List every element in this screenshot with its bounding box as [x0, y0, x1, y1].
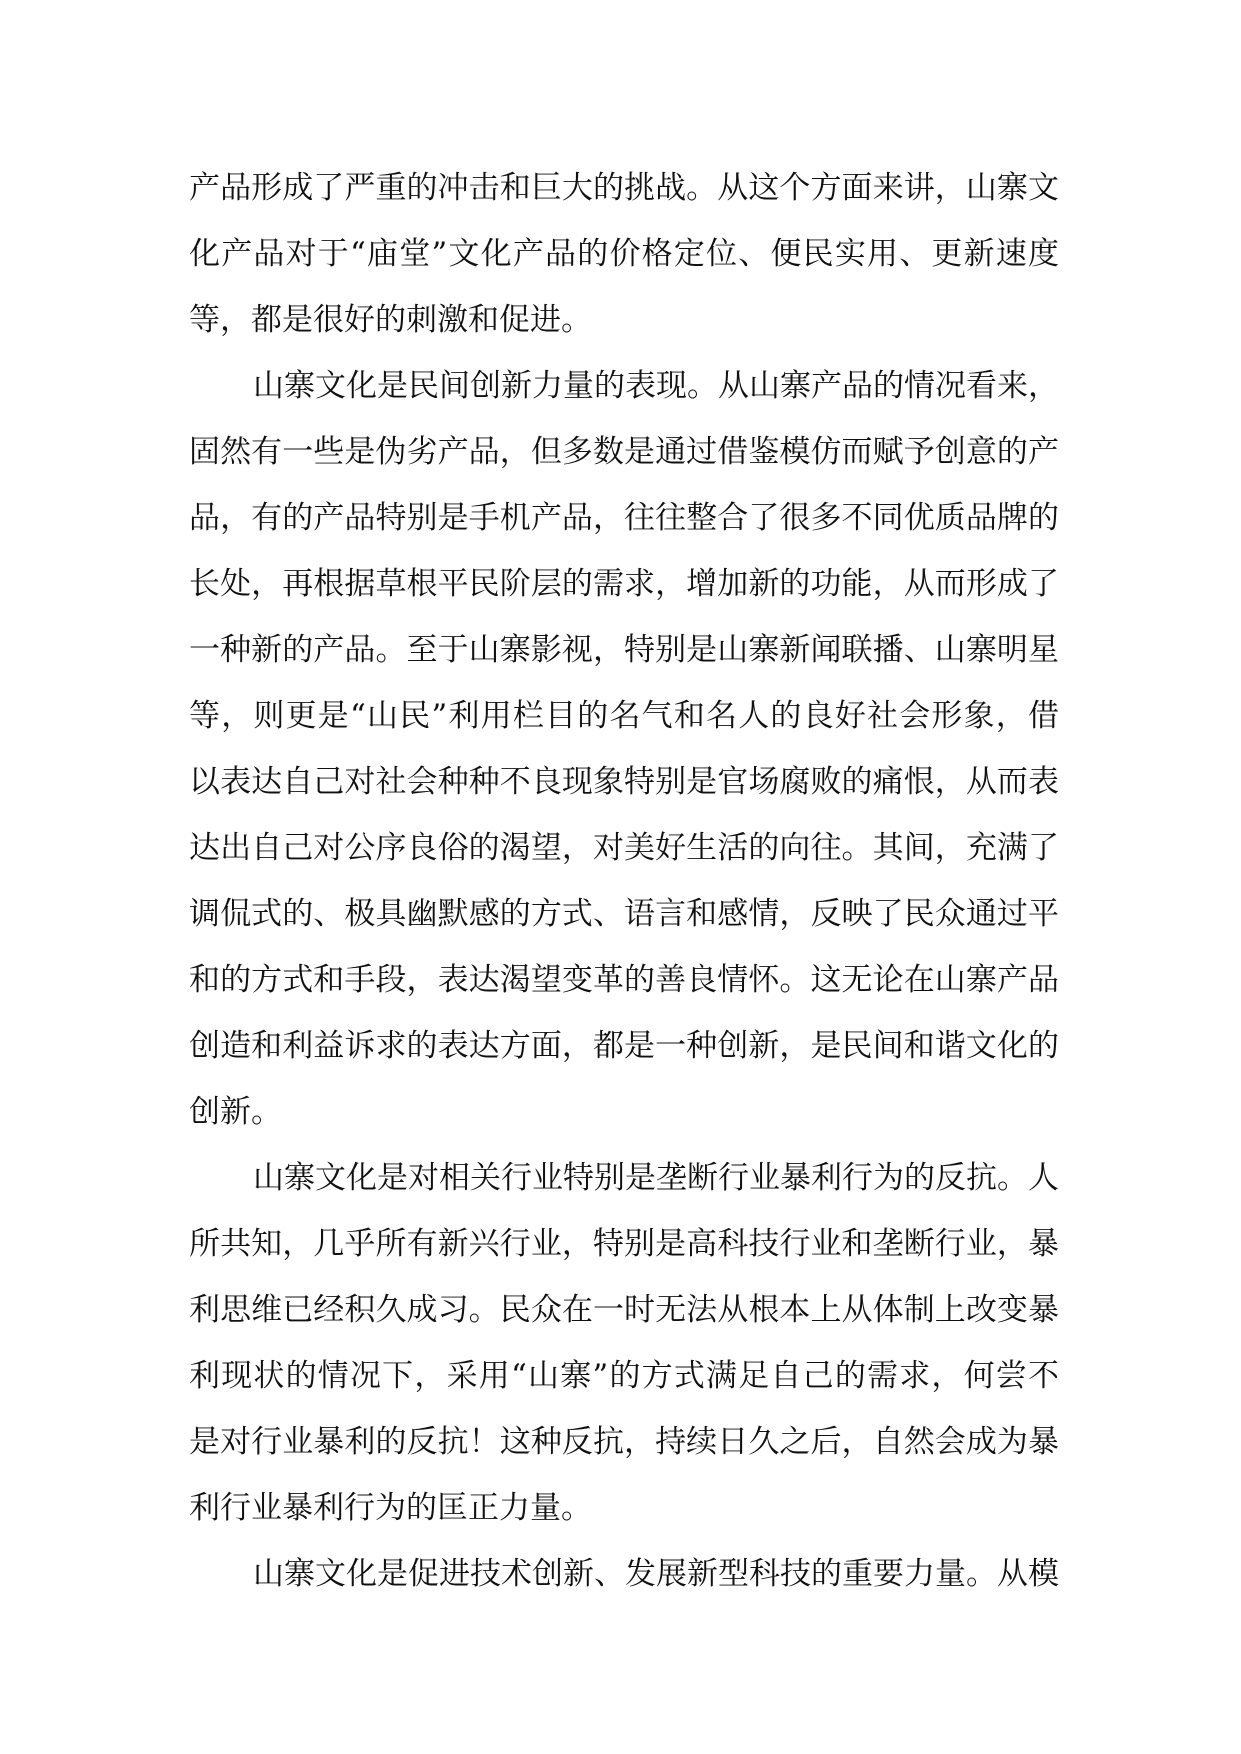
text-line: 利现状的情况下，采用“山寨”的方式满足自己的需求，何尝不 [189, 1358, 1059, 1394]
paragraph-1 [189, 155, 1059, 353]
paragraph-3 [189, 1145, 1059, 1541]
text-line: 和的方式和手段，表达渴望变革的善良情怀。这无论在山寨产品 [189, 962, 1059, 998]
text-line: 等，则更是“山民”利用栏目的名气和名人的良好社会形象，借 [189, 698, 1059, 734]
text-line: 产品形成了严重的冲击和巨大的挑战。从这个方面来讲，山寨文 [189, 170, 1059, 206]
text-line: 是对行业暴利的反抗！这种反抗，持续日久之后，自然会成为暴 [189, 1424, 1059, 1460]
text-line: 山寨文化是促进技术创新、发展新型科技的重要力量。从模 [253, 1556, 1059, 1592]
text-line: 品，有的产品特别是手机产品，往往整合了很多不同优质品牌的 [189, 500, 1059, 536]
body-text [189, 155, 1059, 1607]
text-line: 创造和利益诉求的表达方面，都是一种创新，是民间和谐文化的 [189, 1028, 1059, 1064]
text-line: 化产品对于“庙堂”文化产品的价格定位、便民实用、更新速度 [189, 236, 1059, 272]
text-line: 一种新的产品。至于山寨影视，特别是山寨新闻联播、山寨明星 [189, 632, 1059, 668]
text-line: 利思维已经积久成习。民众在一时无法从根本上从体制上改变暴 [189, 1292, 1059, 1328]
text-line: 调侃式的、极具幽默感的方式、语言和感情，反映了民众通过平 [189, 896, 1059, 932]
text-line: 山寨文化是民间创新力量的表现。从山寨产品的情况看来， [253, 368, 1059, 404]
text-line: 山寨文化是对相关行业特别是垄断行业暴利行为的反抗。人 [253, 1160, 1059, 1196]
text-line: 固然有一些是伪劣产品，但多数是通过借鉴模仿而赋予创意的产 [189, 434, 1059, 470]
paragraph-4 [189, 1541, 1059, 1607]
text-line: 长处，再根据草根平民阶层的需求，增加新的功能，从而形成了 [189, 566, 1059, 602]
text-line: 创新。 [189, 1094, 282, 1130]
text-line: 达出自己对公序良俗的渴望，对美好生活的向往。其间，充满了 [189, 830, 1059, 866]
text-line: 所共知，几乎所有新兴行业，特别是高科技行业和垄断行业，暴 [189, 1226, 1059, 1262]
paragraph-2 [189, 353, 1059, 1145]
text-line: 等，都是很好的刺激和促进。 [189, 302, 592, 338]
text-line: 以表达自己对社会种种不良现象特别是官场腐败的痛恨，从而表 [189, 764, 1059, 800]
text-line: 利行业暴利行为的匡正力量。 [189, 1490, 592, 1526]
